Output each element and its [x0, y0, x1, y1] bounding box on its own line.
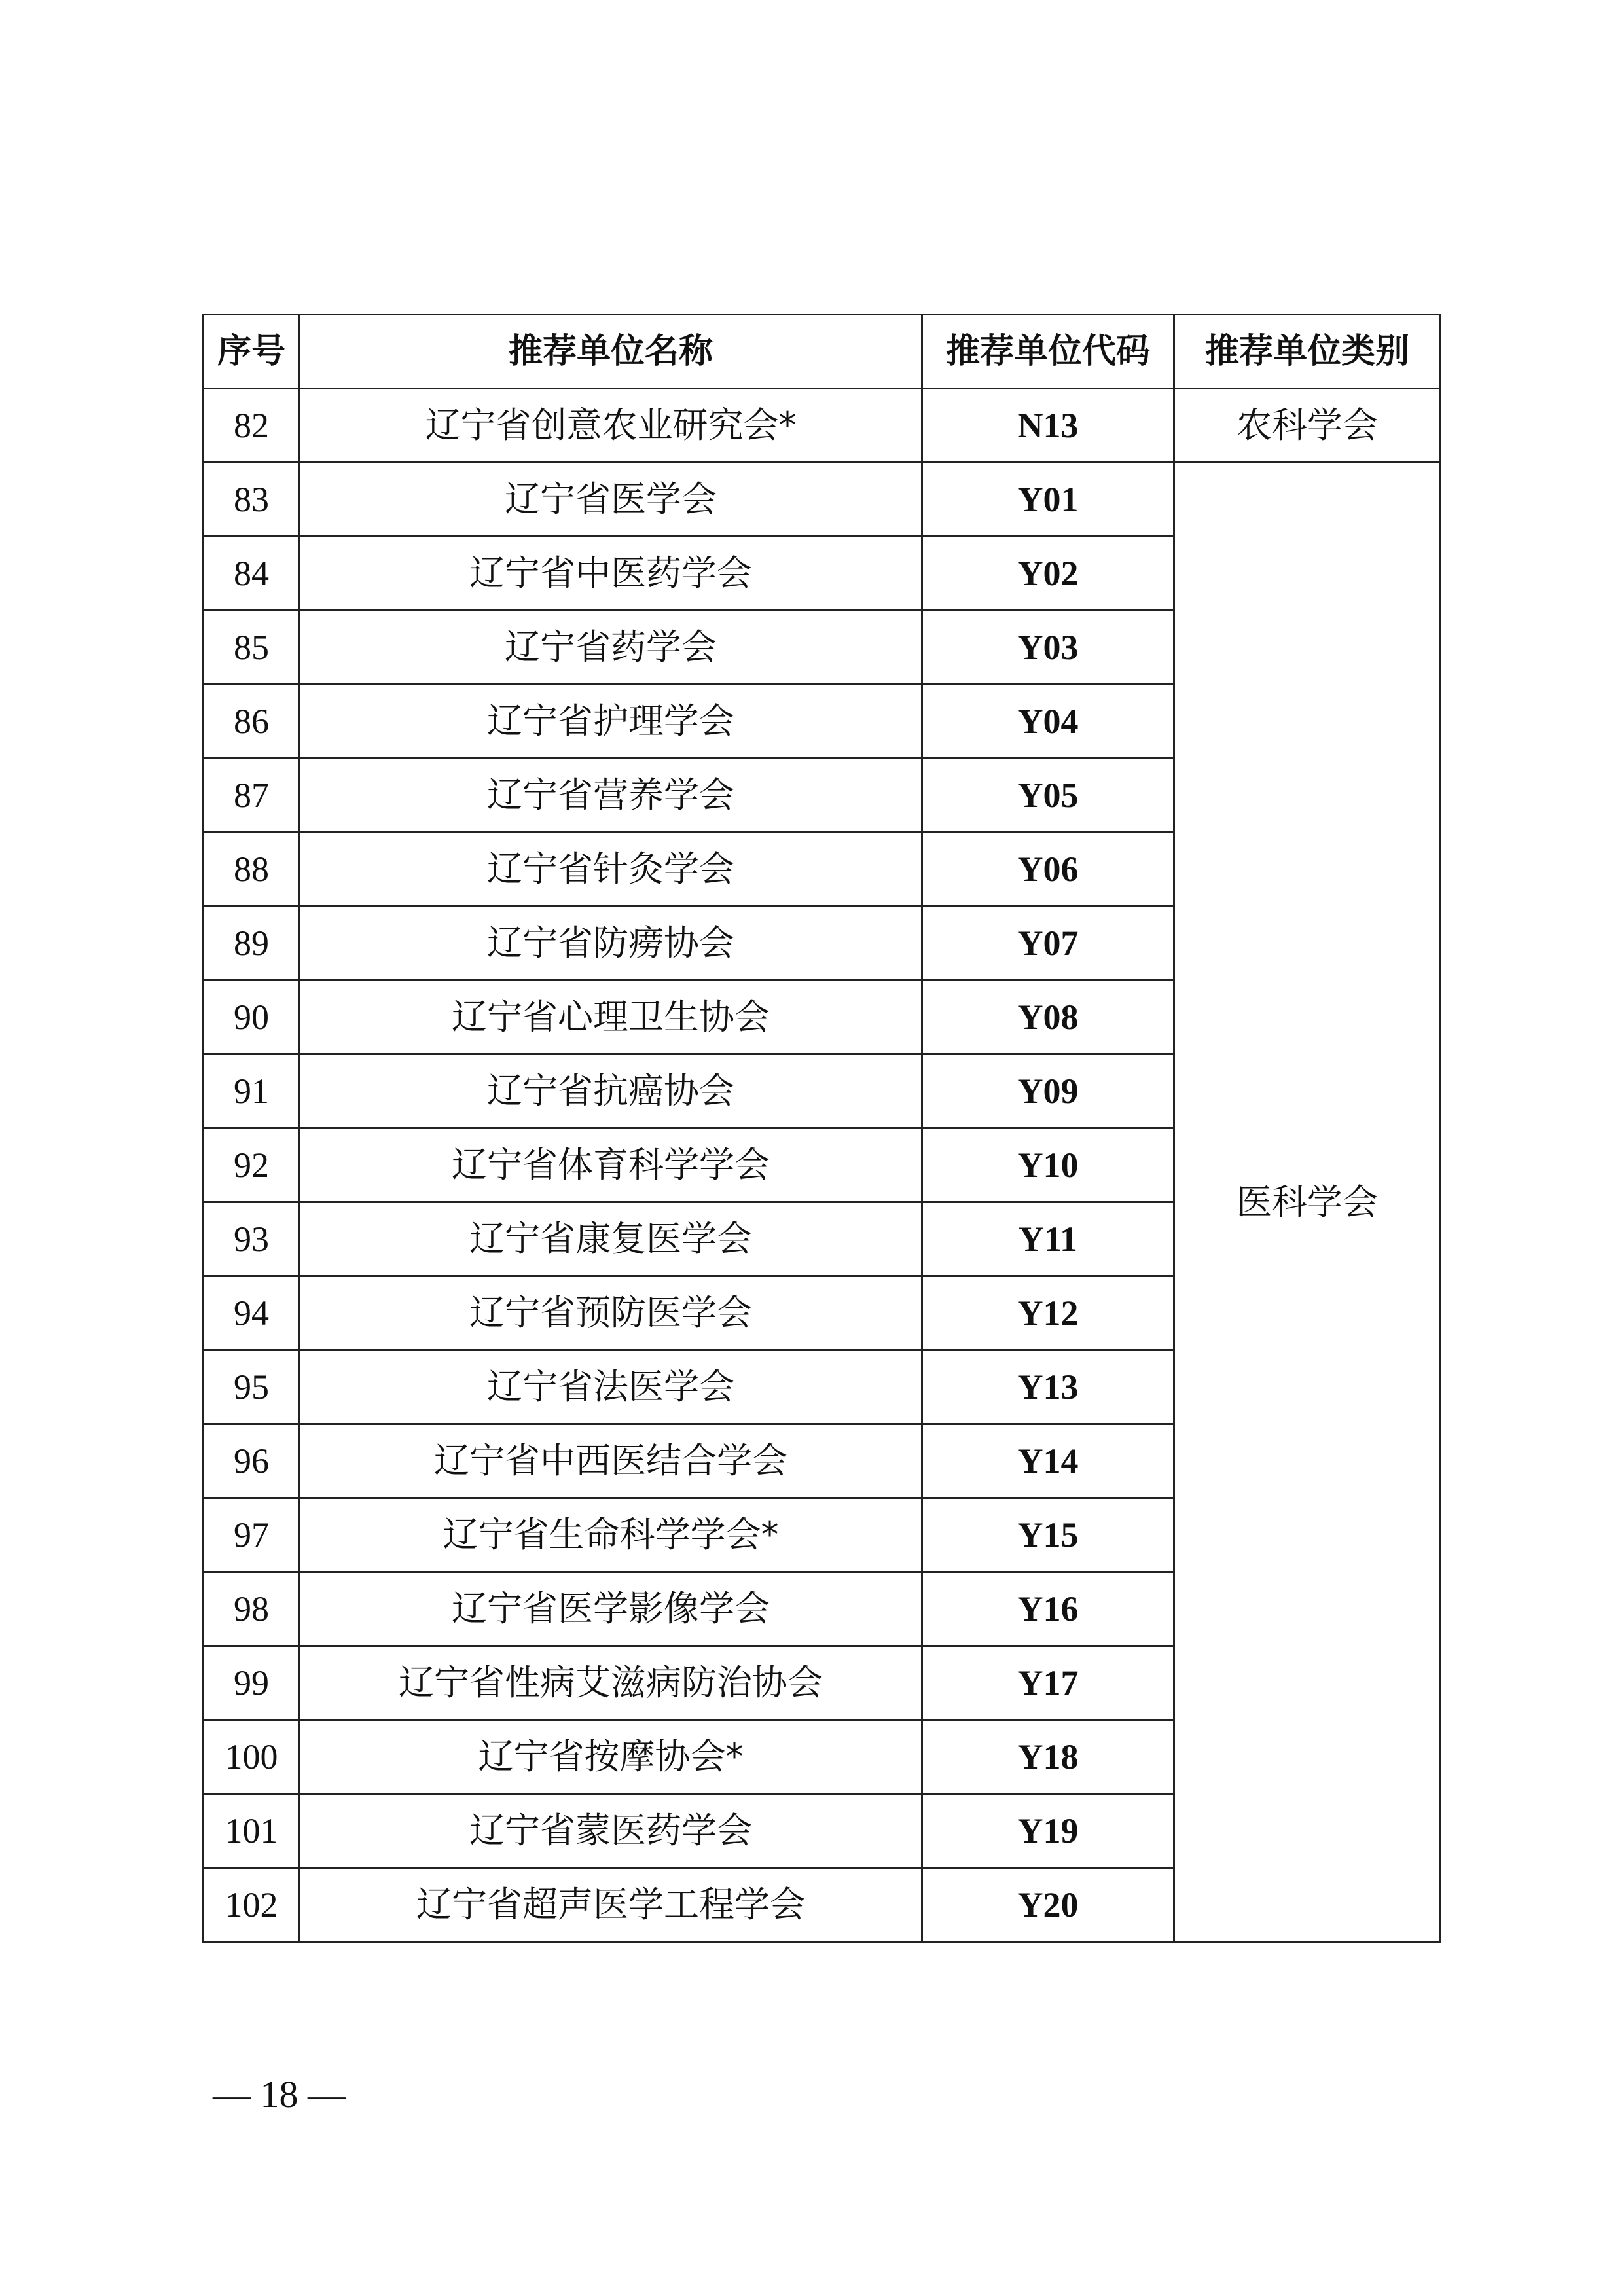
name-cell: 辽宁省医学影像学会 — [300, 1572, 922, 1646]
seq-cell: 92 — [204, 1128, 300, 1202]
code-cell: Y01 — [922, 463, 1174, 537]
code-cell: Y19 — [922, 1794, 1174, 1868]
header-category: 推荐单位类别 — [1174, 315, 1441, 389]
code-cell: Y08 — [922, 981, 1174, 1054]
code-cell: Y04 — [922, 685, 1174, 759]
name-cell: 辽宁省预防医学会 — [300, 1276, 922, 1350]
code-cell: Y07 — [922, 907, 1174, 981]
name-cell: 辽宁省按摩协会* — [300, 1720, 922, 1794]
name-cell: 辽宁省创意农业研究会* — [300, 389, 922, 463]
code-cell: Y05 — [922, 759, 1174, 833]
code-cell: Y03 — [922, 611, 1174, 685]
code-cell: Y16 — [922, 1572, 1174, 1646]
seq-cell: 97 — [204, 1498, 300, 1572]
name-cell: 辽宁省性病艾滋病防治协会 — [300, 1646, 922, 1720]
seq-cell: 83 — [204, 463, 300, 537]
code-cell: N13 — [922, 389, 1174, 463]
code-cell: Y18 — [922, 1720, 1174, 1794]
name-cell: 辽宁省针灸学会 — [300, 833, 922, 907]
code-cell: Y20 — [922, 1868, 1174, 1942]
seq-cell: 100 — [204, 1720, 300, 1794]
seq-cell: 90 — [204, 981, 300, 1054]
category-cell-agri: 农科学会 — [1174, 389, 1441, 463]
name-cell: 辽宁省中医药学会 — [300, 537, 922, 611]
seq-cell: 93 — [204, 1202, 300, 1276]
seq-cell: 101 — [204, 1794, 300, 1868]
code-cell: Y15 — [922, 1498, 1174, 1572]
name-cell: 辽宁省中西医结合学会 — [300, 1424, 922, 1498]
code-cell: Y11 — [922, 1202, 1174, 1276]
seq-cell: 88 — [204, 833, 300, 907]
code-cell: Y09 — [922, 1054, 1174, 1128]
code-cell: Y02 — [922, 537, 1174, 611]
category-cell-medical: 医科学会 — [1174, 463, 1441, 1942]
code-cell: Y12 — [922, 1276, 1174, 1350]
name-cell: 辽宁省体育科学学会 — [300, 1128, 922, 1202]
seq-cell: 96 — [204, 1424, 300, 1498]
code-cell: Y06 — [922, 833, 1174, 907]
seq-cell: 98 — [204, 1572, 300, 1646]
header-code: 推荐单位代码 — [922, 315, 1174, 389]
seq-cell: 95 — [204, 1350, 300, 1424]
seq-cell: 85 — [204, 611, 300, 685]
name-cell: 辽宁省医学会 — [300, 463, 922, 537]
seq-cell: 89 — [204, 907, 300, 981]
name-cell: 辽宁省蒙医药学会 — [300, 1794, 922, 1868]
code-cell: Y17 — [922, 1646, 1174, 1720]
seq-cell: 82 — [204, 389, 300, 463]
table-row — [204, 463, 1441, 537]
name-cell: 辽宁省药学会 — [300, 611, 922, 685]
code-cell: Y13 — [922, 1350, 1174, 1424]
code-cell: Y14 — [922, 1424, 1174, 1498]
code-cell: Y10 — [922, 1128, 1174, 1202]
table-row — [204, 389, 1441, 463]
header-name: 推荐单位名称 — [300, 315, 922, 389]
name-cell: 辽宁省心理卫生协会 — [300, 981, 922, 1054]
seq-cell: 86 — [204, 685, 300, 759]
name-cell: 辽宁省生命科学学会* — [300, 1498, 922, 1572]
table-header-row — [204, 315, 1441, 389]
seq-cell: 91 — [204, 1054, 300, 1128]
seq-cell: 84 — [204, 537, 300, 611]
name-cell: 辽宁省超声医学工程学会 — [300, 1868, 922, 1942]
seq-cell: 99 — [204, 1646, 300, 1720]
name-cell: 辽宁省康复医学会 — [300, 1202, 922, 1276]
header-seq: 序号 — [204, 315, 300, 389]
seq-cell: 94 — [204, 1276, 300, 1350]
page-number: — 18 — — [213, 2073, 346, 2116]
seq-cell: 102 — [204, 1868, 300, 1942]
name-cell: 辽宁省防痨协会 — [300, 907, 922, 981]
name-cell: 辽宁省抗癌协会 — [300, 1054, 922, 1128]
seq-cell: 87 — [204, 759, 300, 833]
recommender-table — [202, 314, 1441, 1943]
name-cell: 辽宁省护理学会 — [300, 685, 922, 759]
name-cell: 辽宁省营养学会 — [300, 759, 922, 833]
name-cell: 辽宁省法医学会 — [300, 1350, 922, 1424]
